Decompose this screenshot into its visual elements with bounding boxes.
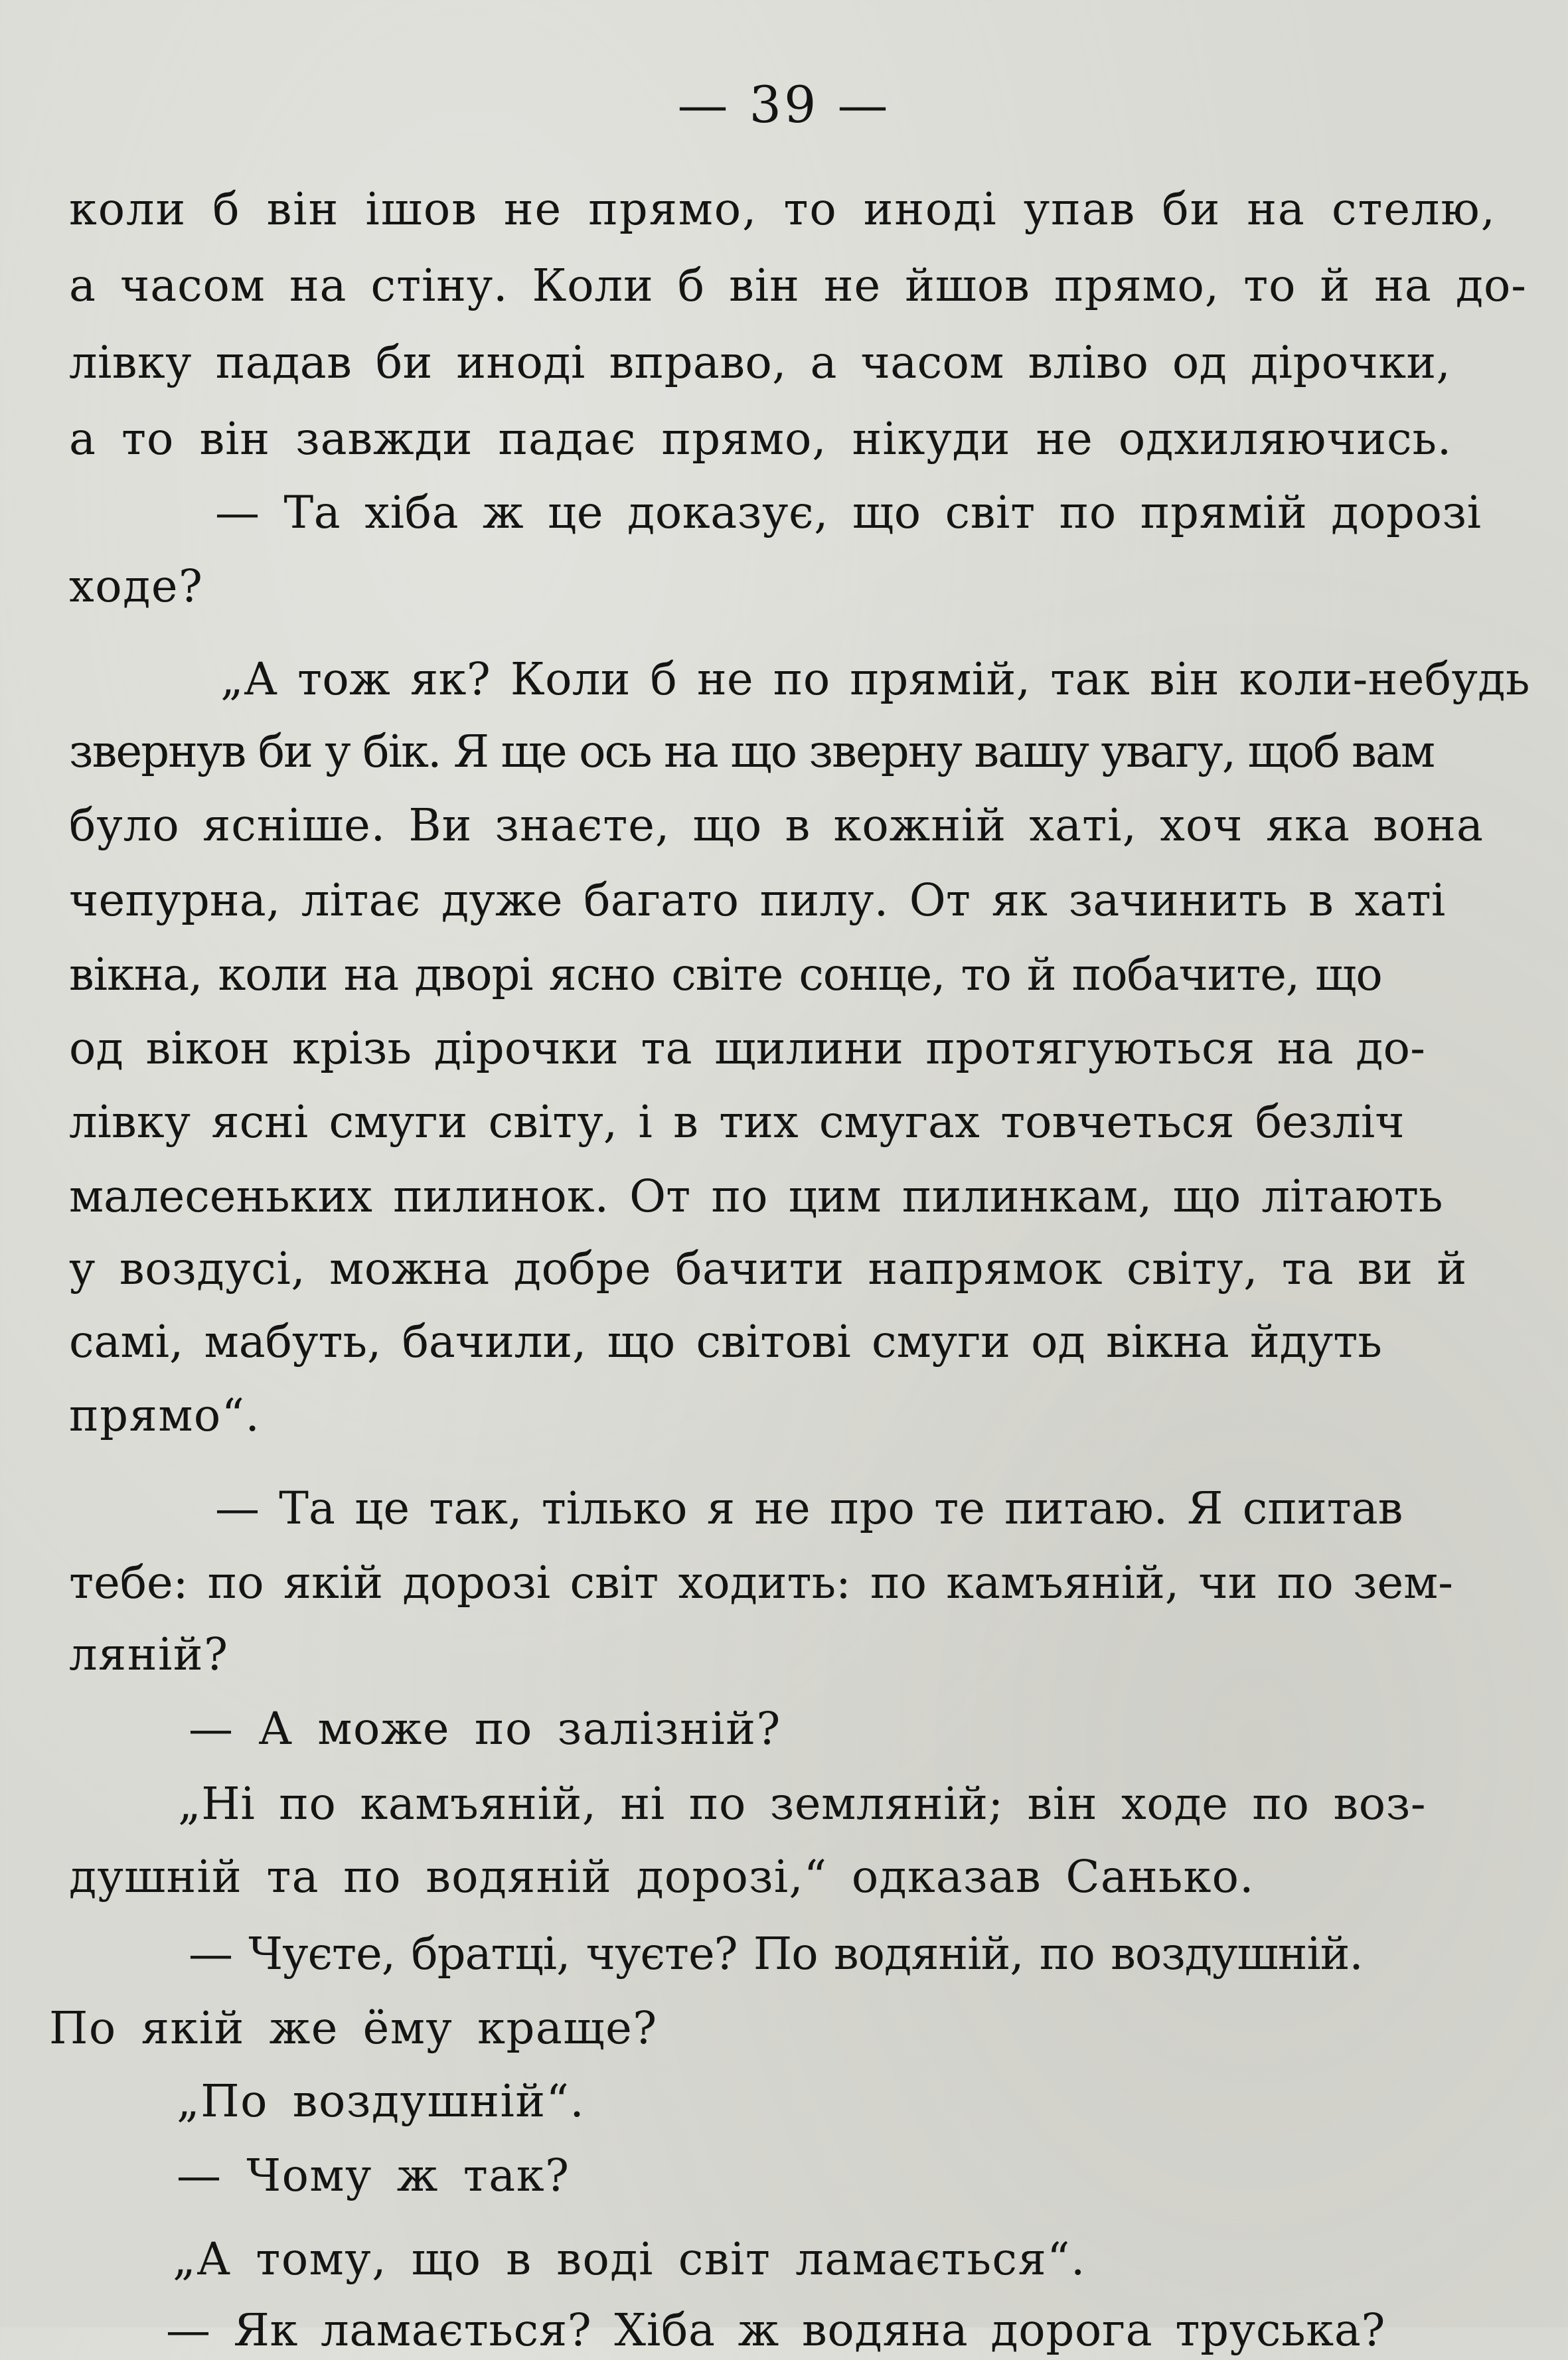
text-line: „А тому, що в воді світ ламається“. bbox=[173, 2233, 1086, 2285]
text-line: лівку падав би иноді вправо, а часом вліво од дірочки, bbox=[69, 337, 1451, 388]
text-line: а часом на стіну. Коли б він не йшов прямо, то й на до- bbox=[69, 260, 1527, 311]
text-line: душній та по водяній дорозі,“ одказав Санько. bbox=[69, 1851, 1255, 1903]
text-line: самі, мабуть, бачили, що світові смуги од вікна йдуть bbox=[69, 1316, 1382, 1368]
text-line: чепурна, літає дуже багато пилу. От як зачинить в хаті bbox=[69, 874, 1446, 926]
text-line: звернув би у бік. Я ще ось на що зверну вашу увагу, щоб вам bbox=[69, 726, 1435, 777]
text-line: — А може по залізній? bbox=[189, 1703, 781, 1755]
text-line: ляній? bbox=[69, 1628, 229, 1680]
text-line: ходе? bbox=[69, 560, 204, 612]
text-line: вікна, коли на дворі ясно світе сонце, то й побачите, що bbox=[69, 949, 1382, 1000]
text-line: По якій же ёму краще? bbox=[49, 2002, 658, 2054]
text-line: малесеньких пилинок. От по цим пилинкам, що літають bbox=[69, 1170, 1443, 1222]
page-number: — 39 — bbox=[677, 75, 891, 134]
text-line: лівку ясні смуги світу, і в тих смугах товчеться безліч bbox=[69, 1096, 1405, 1148]
text-line: а то він завжди падає прямо, нікуди не одхиляючись. bbox=[69, 413, 1452, 465]
text-line: „Ні по камъяній, ні по земляній; він ходе по воз- bbox=[178, 1778, 1427, 1830]
text-line: коли б він ішов не прямо, то иноді упав би на стелю, bbox=[69, 183, 1496, 235]
text-line: — Та це так, тілько я не про те питаю. Я спитав bbox=[215, 1482, 1403, 1534]
text-line: од вікон крізь дірочки та щилини протягуються на до- bbox=[69, 1022, 1426, 1074]
text-line: — Як ламається? Хіба ж водяна дорога труська? bbox=[166, 2304, 1386, 2356]
text-line: „А тож як? Коли б не по прямій, так він коли-небудь bbox=[220, 653, 1530, 705]
text-line: було ясніше. Ви знаєте, що в кожній хаті, хоч яка вона bbox=[69, 799, 1484, 851]
text-line: „По воздушній“. bbox=[177, 2075, 586, 2127]
text-line: прямо“. bbox=[69, 1389, 261, 1441]
text-line: у воздусі, можна добре бачити напрямок світу, та ви й bbox=[69, 1243, 1467, 1295]
text-line: — Чуєте, братці, чуєте? По водяній, по воздушній. bbox=[189, 1928, 1363, 1980]
text-line: — Та хіба ж це доказує, що світ по прямій дорозі bbox=[215, 487, 1482, 538]
text-line: — Чому ж так? bbox=[177, 2150, 570, 2201]
text-line: тебе: по якій дорозі світ ходить: по камъяній, чи по зем- bbox=[69, 1557, 1453, 1609]
